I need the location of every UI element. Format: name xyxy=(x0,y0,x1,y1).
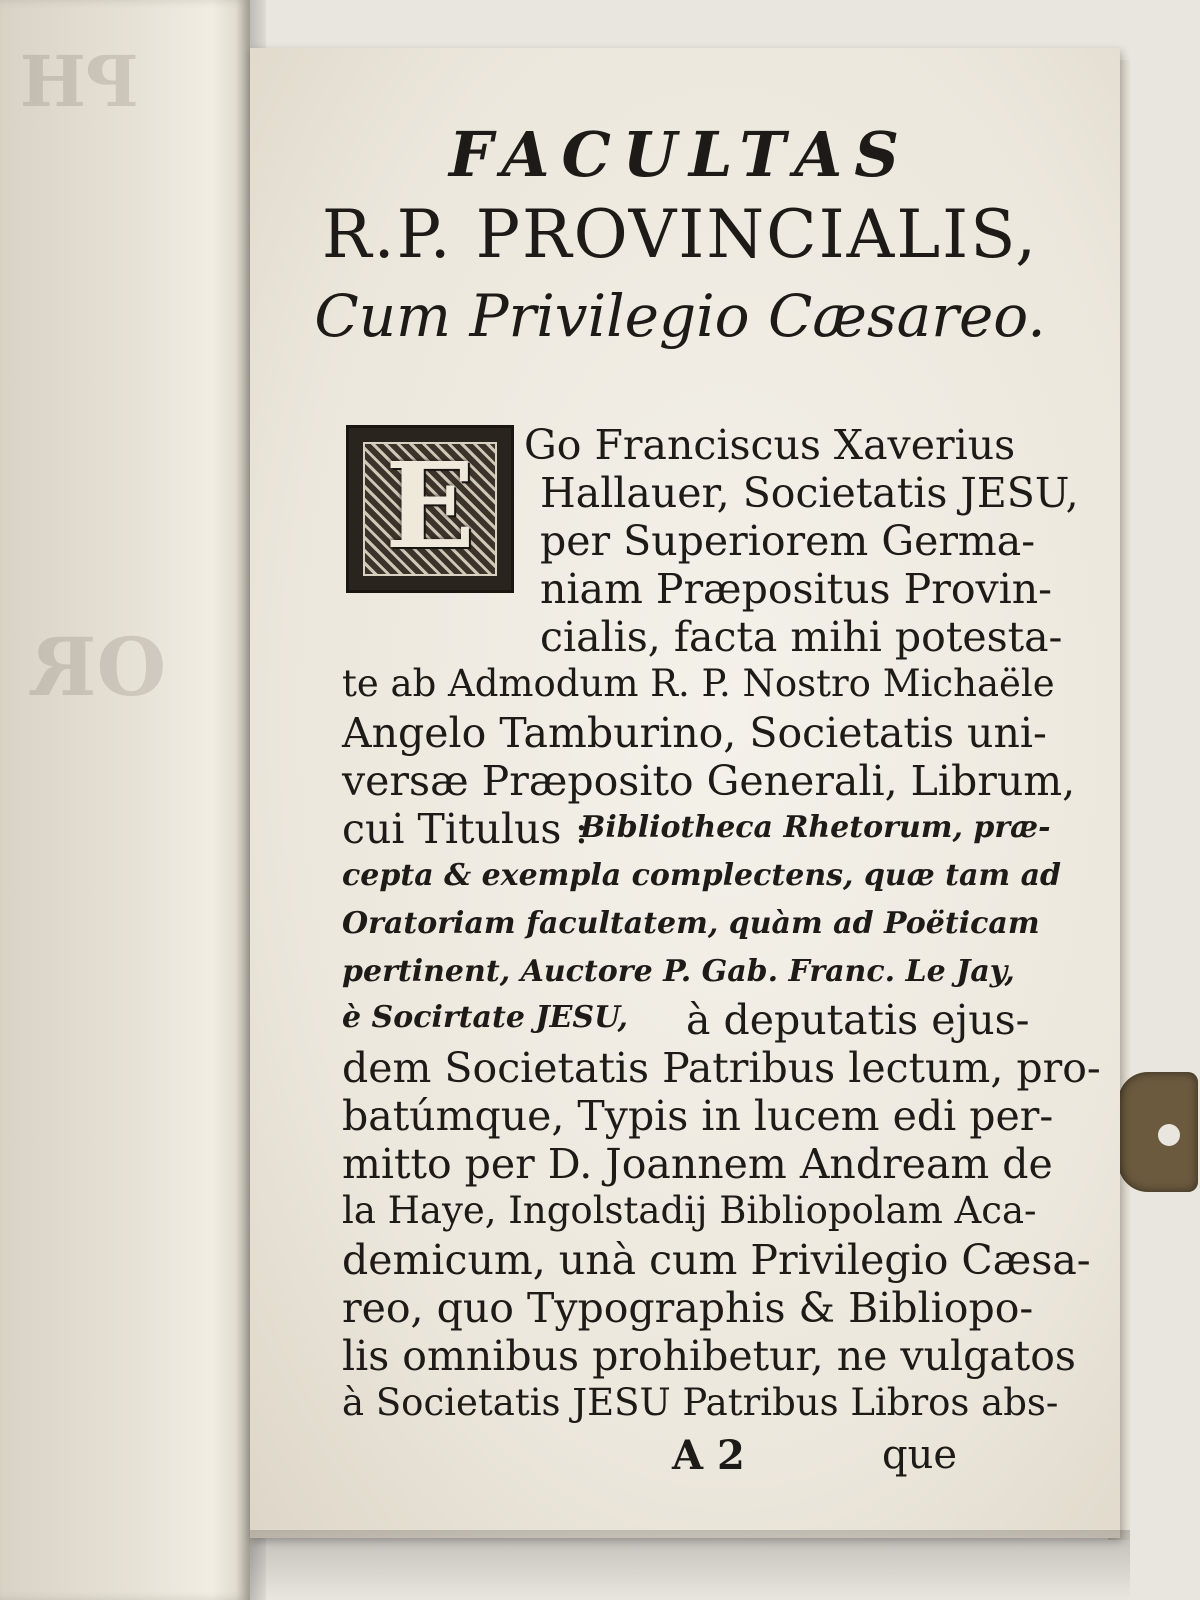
left-page xyxy=(0,0,250,1600)
body-line: Hallauer, Societatis JESU, xyxy=(540,469,1079,517)
title-italic-line: è Socirtate JESU, xyxy=(342,1000,628,1035)
body-line: cialis, facta mihi potesta- xyxy=(540,613,1063,661)
title-italic-line: Oratoriam facultatem, quàm ad Poëticam xyxy=(342,906,1040,941)
decorated-initial xyxy=(346,425,514,593)
body-line: cui Titulus : xyxy=(342,805,589,853)
body-line: dem Societatis Patribus lectum, pro- xyxy=(342,1044,1101,1092)
title-italic-line: pertinent, Auctore P. Gab. Franc. Le Jay, xyxy=(342,954,1015,989)
body-line: reo, quo Typographis & Bibliopo- xyxy=(342,1284,1034,1332)
body-line: per Superiorem Germa- xyxy=(540,517,1036,565)
body-line: niam Præpositus Provin- xyxy=(540,565,1053,613)
body-line: te ab Admodum R. P. Nostro Michaële xyxy=(342,662,1055,705)
body-line: à deputatis ejus- xyxy=(686,996,1030,1044)
body-line: lis omnibus prohibetur, ne vulgatos xyxy=(342,1332,1076,1380)
clasp xyxy=(1118,1072,1198,1192)
initial-letter: E xyxy=(385,436,475,575)
bleed-through-text: OR xyxy=(30,620,167,714)
title-italic-line: Bibliotheca Rhetorum, præ- xyxy=(580,810,1051,845)
body-line: batúmque, Typis in lucem edi per- xyxy=(342,1092,1054,1140)
title-italic-line: cepta & exempla complectens, quæ tam ad xyxy=(342,858,1062,893)
body-line: mitto per D. Joannem Andream de xyxy=(342,1140,1053,1188)
signature-mark: A 2 xyxy=(672,1432,745,1479)
page-shadow xyxy=(250,1530,1130,1600)
body-line: Go Franciscus Xaverius xyxy=(524,421,1016,469)
body-line: demicum, unà cum Privilegio Cæsa- xyxy=(342,1236,1091,1284)
heading-provincialis: R.P. PROVINCIALIS, xyxy=(321,196,1039,273)
catchword: que xyxy=(882,1432,958,1478)
body-line: à Societatis JESU Patribus Libros abs- xyxy=(342,1381,1059,1424)
heading-facultas: FACULTAS xyxy=(448,118,912,191)
bleed-through-text: PH xyxy=(20,40,139,123)
body-line: la Haye, Ingolstadij Bibliopolam Aca- xyxy=(342,1189,1037,1232)
body-line: versæ Præposito Generali, Librum, xyxy=(342,757,1076,805)
heading-privilegio: Cum Privilegio Cæsareo. xyxy=(314,282,1046,350)
body-line: Angelo Tamburino, Societatis uni- xyxy=(342,709,1047,757)
